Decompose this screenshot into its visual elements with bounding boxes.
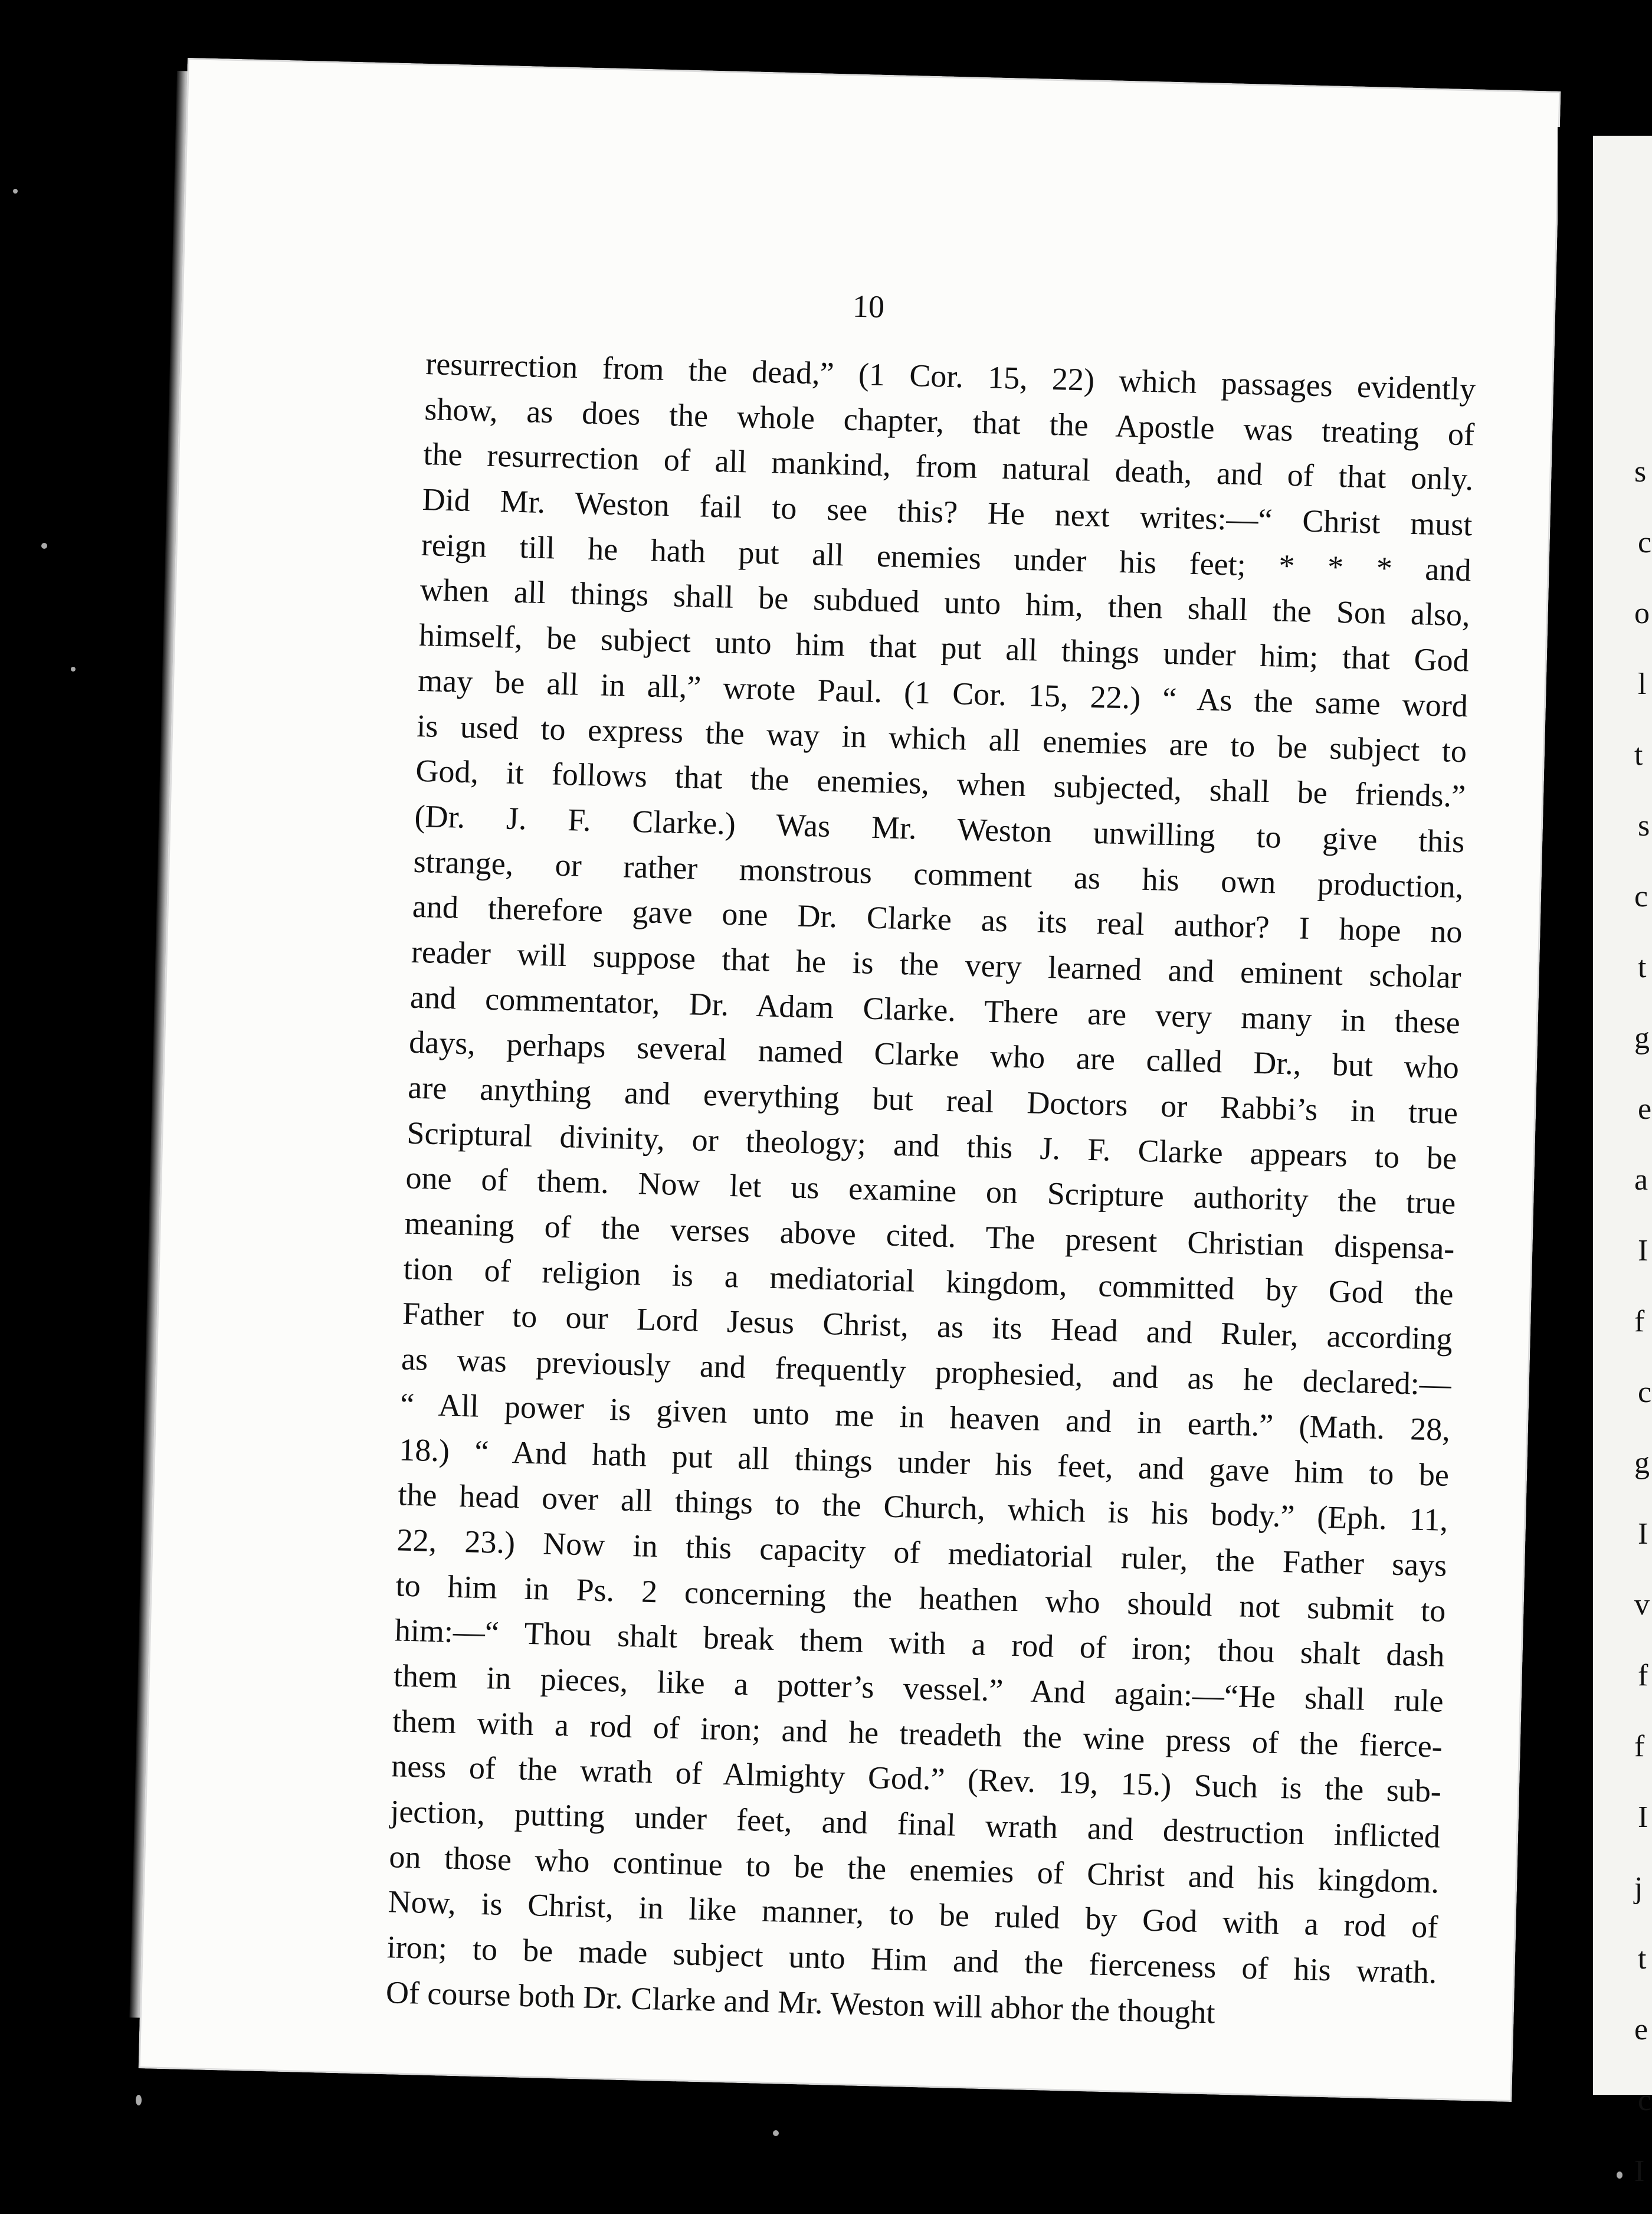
text-line: himself, be subject unto him that put all things under him; that God <box>418 617 1470 679</box>
text-line: jection, putting under feet, and final wrath and destruction inflicted <box>389 1793 1441 1855</box>
scan-speck <box>773 2130 779 2136</box>
text-line: and commentator, Dr. Adam Clarke. There are very many in these <box>409 979 1461 1040</box>
text-line: days, perhaps several named Clarke who are called Dr., but who <box>408 1024 1460 1086</box>
scan-speck <box>71 667 76 672</box>
text-line: him:—“ Thou shalt break them with a rod of iron; thou shalt dash <box>394 1612 1446 1674</box>
facing-page-glyph: I <box>1638 1234 1648 1268</box>
facing-page-glyph: a <box>1634 1163 1648 1197</box>
text-line: show, as does the whole chapter, that the Apostle was treating of <box>424 391 1475 453</box>
text-line: is used to express the way in which all enemies are to be subject to <box>416 708 1467 769</box>
facing-page-glyph: l <box>1638 667 1647 701</box>
facing-page-glyph: c <box>1638 1375 1652 1409</box>
facing-page-glyph: s <box>1634 455 1647 489</box>
facing-page-glyph: I <box>1634 2154 1645 2188</box>
facing-page-glyph: f <box>1638 1659 1648 1692</box>
text-line: as was previously and frequently prophesied, and as he declared:— <box>401 1341 1452 1403</box>
text-line: 22, 23.) Now in this capacity of mediatorial ruler, the Father says <box>396 1522 1447 1583</box>
text-line: meaning of the verses above cited. The present Christian dispensa- <box>404 1205 1456 1267</box>
facing-page-glyph: I <box>1638 1517 1648 1551</box>
facing-page-glyph: t <box>1634 738 1643 772</box>
text-line: ness of the wrath of Almighty God.” (Rev. 19, 15.) Such is the sub- <box>391 1748 1442 1810</box>
text-line: and therefore gave one Dr. Clarke as its real author? I hope no <box>412 888 1463 950</box>
text-line: strange, or rather monstrous comment as his own production, <box>413 843 1464 905</box>
facing-page-glyph: s <box>1638 809 1650 843</box>
facing-page-glyph: j <box>1634 1871 1643 1905</box>
text-line: on those who continue to be the enemies of Christ and his kingdom. <box>388 1838 1440 1900</box>
text-line: Scriptural divinity, or theology; and this J. F. Clarke appears to be <box>406 1115 1457 1176</box>
facing-page-glyph: f <box>1634 1305 1645 1338</box>
text-line: them in pieces, like a potter’s vessel.” And again:—“He shall rule <box>393 1658 1444 1719</box>
facing-page-glyph: c <box>1634 880 1648 913</box>
text-line: Of course both Dr. Clarke and Mr. Weston will abhor the thought <box>385 1974 1216 2030</box>
text-line: 18.) “ And hath put all things under his feet, and gave him to be <box>398 1431 1450 1493</box>
body-text <box>385 341 1476 2041</box>
text-line: “ All power is given unto me in heaven and in earth.” (Math. 28, <box>399 1386 1451 1447</box>
scan-speck <box>1617 2172 1622 2179</box>
facing-page-glyph: v <box>1634 1588 1650 1622</box>
facing-page-glyph: g <box>1634 1446 1650 1480</box>
facing-page-glyph: e <box>1638 1092 1652 1126</box>
text-line: Did Mr. Weston fail to see this? He next writes:—“ Christ must <box>422 482 1473 543</box>
text-line: (Dr. J. F. Clarke.) Was Mr. Weston unwilling to give this <box>414 798 1465 860</box>
text-line: reader will suppose that he is the very learned and eminent scholar <box>411 934 1462 995</box>
text-line: iron; to be made subject unto Him and the fierceness of his wrath. <box>386 1929 1438 1990</box>
text-line: Father to our Lord Jesus Christ, as its Head and Ruler, according <box>402 1295 1453 1357</box>
text-line: God, it follows that the enemies, when subjected, shall be friends.” <box>415 753 1466 814</box>
facing-page-glyph: c <box>1638 2084 1652 2117</box>
text-line: may be all in all,” wrote Paul. (1 Cor. 15, 22.) “ As the same word <box>417 662 1469 724</box>
text-line: tion of religion is a mediatorial kingdom, committed by God the <box>403 1250 1454 1312</box>
text-line: are anything and everything but real Doctors or Rabbi’s in true <box>407 1069 1458 1131</box>
facing-page-glyph: e <box>1634 2013 1648 2046</box>
text-line: when all things shall be subdued unto him, then shall the Son also, <box>419 572 1471 633</box>
facing-page <box>1593 136 1652 2188</box>
scan-speck <box>136 2095 142 2105</box>
scan-speck <box>41 543 47 549</box>
facing-page-glyph: g <box>1634 1021 1650 1055</box>
facing-page-glyph: t <box>1638 1942 1647 1976</box>
facing-page-glyph: o <box>1634 597 1650 630</box>
text-line: to him in Ps. 2 concerning the heathen who should not submit to <box>395 1567 1447 1629</box>
text-line: them with a rod of iron; and he treadeth the wine press of the fierce- <box>392 1702 1443 1764</box>
text-line: one of them. Now let us examine on Scripture authority the true <box>405 1160 1456 1221</box>
text-line: Now, is Christ, in like manner, to be ruled by God with a rod of <box>388 1884 1438 1946</box>
text-line: the head over all things to the Church, which is his body.” (Eph. 11, <box>397 1476 1448 1538</box>
text-line: resurrection from the dead,” (1 Cor. 15, 22) which passages evidently <box>425 346 1476 407</box>
text-line: the resurrection of all mankind, from natural death, and of that only. <box>422 436 1474 497</box>
facing-page-glyph: c <box>1638 526 1652 559</box>
page-number: 10 <box>852 288 885 325</box>
facing-page-glyph: f <box>1634 1730 1645 1763</box>
facing-page-glyph: t <box>1638 951 1647 984</box>
text-line: reign till he hath put all enemies under his feet; * * * and <box>421 526 1472 588</box>
scan-speck <box>13 189 18 194</box>
book-page <box>139 58 1561 2102</box>
facing-page-glyph: I <box>1638 1800 1648 1834</box>
